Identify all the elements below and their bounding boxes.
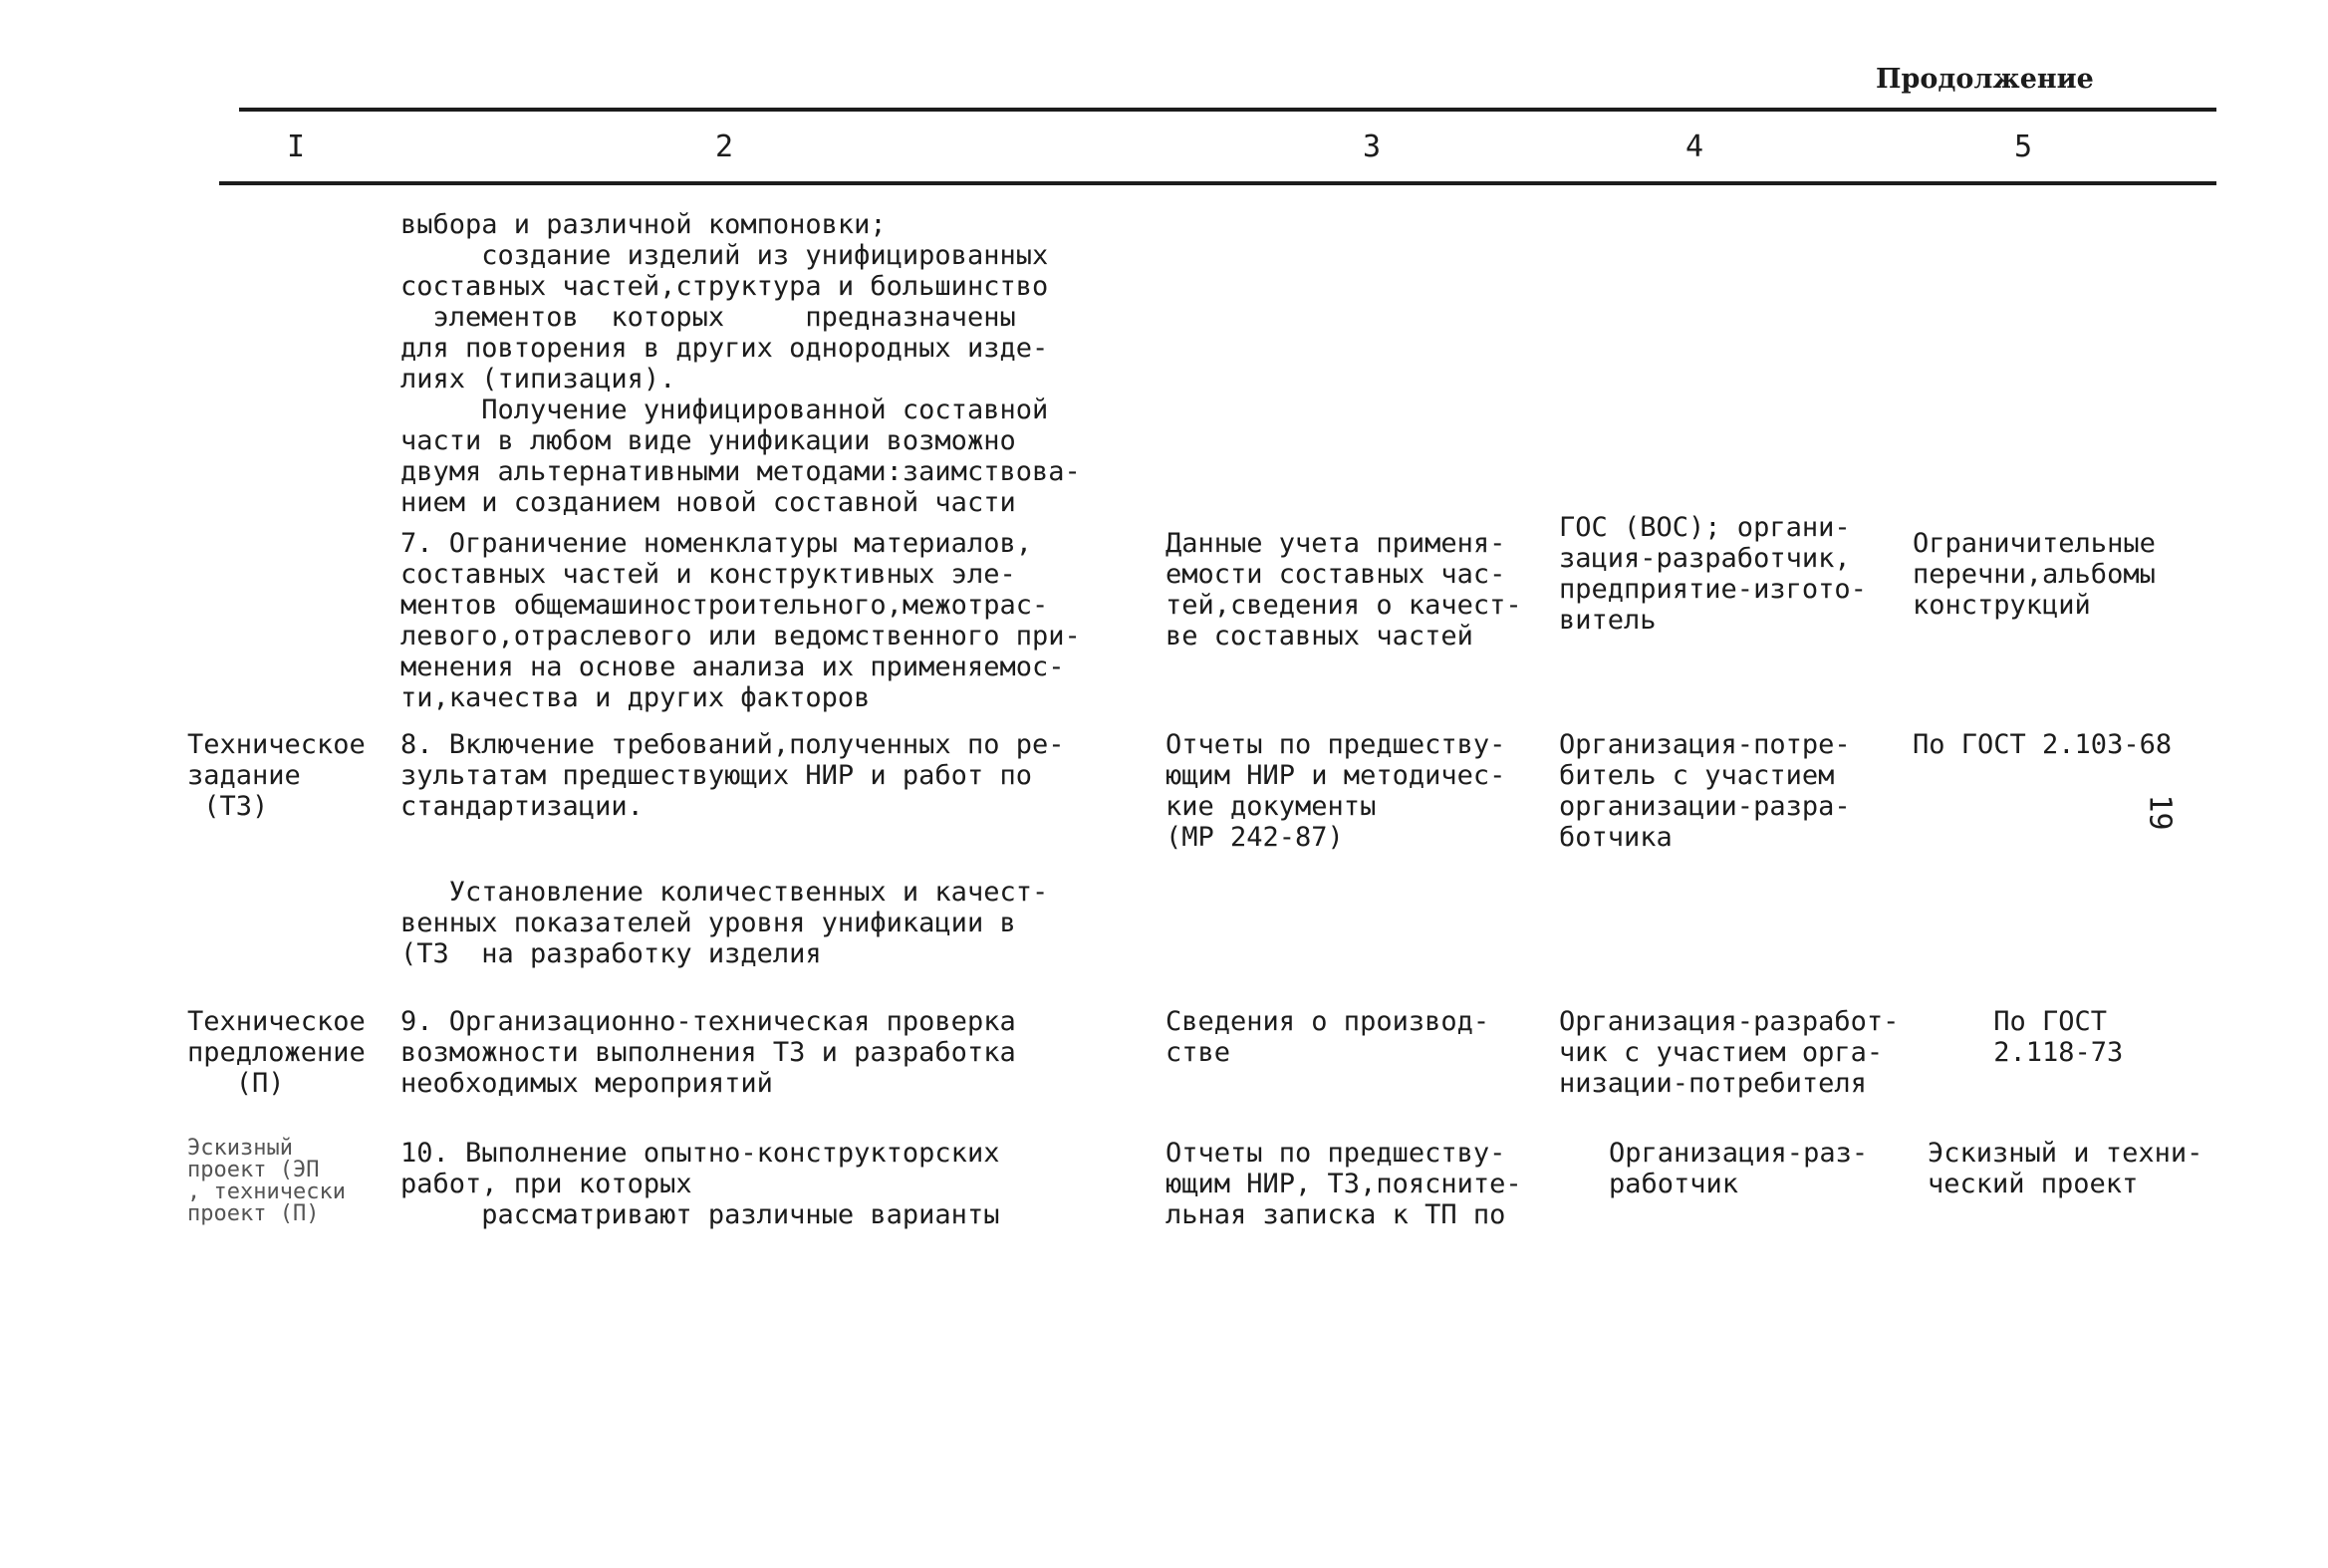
row-5-col-1: Эскизный проект (ЭП , технически проект (П)	[187, 1136, 346, 1226]
row-2-col-3: Отчеты по предшеству- ющим НИР и методичес- кие документы (МР 242-87)	[1165, 729, 1506, 853]
row-4-col-2: 9. Организационно-техническая проверка возможности выполнения ТЗ и разработка необходимых мероприятий	[400, 1006, 1016, 1099]
row-2-col-4: Организация-потре- битель с участием организации-разра- ботчика	[1559, 729, 1851, 853]
row-4-col-1: Техническое предложение (П)	[187, 1006, 366, 1099]
column-number-2: 2	[715, 130, 734, 164]
column-number-5: 5	[2014, 130, 2033, 164]
row-1-col-4: ГОС (ВОС); органи- зация-разработчик, предприятие-изгото- витель	[1559, 512, 1867, 636]
row-4-col-4: Организация-разработ- чик с участием орга- низации-потребителя	[1559, 1006, 1900, 1099]
column-number-1: I	[287, 130, 306, 164]
row-1-col-5: Ограничительные перечни,альбомы конструкций	[1913, 528, 2156, 621]
row-4-col-3: Сведения о производ- стве	[1165, 1006, 1490, 1068]
row-5-col-2: 10. Выполнение опытно-конструкторских работ, при которых рассматривают различные варианты	[400, 1138, 1000, 1230]
row-2-col-5: По ГОСТ 2.103-68	[1913, 729, 2173, 760]
row-5-col-5: Эскизный и техни- ческий проект	[1928, 1138, 2203, 1199]
row-4-col-5: По ГОСТ 2.118-73	[1993, 1006, 2124, 1068]
row-5-col-4: Организация-раз- работчик	[1609, 1138, 1869, 1199]
row-3-col-2: Установление количественных и качест- венных показателей уровня унификации в (ТЗ на разработку изделия	[400, 877, 1049, 969]
column-number-4: 4	[1685, 130, 1704, 164]
row-1-col-3: Данные учета применя- емости составных час- тей,сведения о качест- ве составных частей	[1165, 528, 1522, 652]
row-0-col-2: выбора и различной компоновки; создание изделий из унифицированных составных частей,структура и большинство элементов которых предназначены для повторения в других однородных изде- лиях (типизация). Получение унифицированной составной части в любом виде унификации возможно двумя альтернативными методами:заимствова- нием и созданием новой составной части	[400, 209, 1081, 518]
row-5-col-3: Отчеты по предшеству- ющим НИР, ТЗ,поясните- льная записка к ТП по	[1165, 1138, 1522, 1230]
header-bottom-rule	[219, 181, 2216, 185]
header-top-rule	[239, 108, 2216, 112]
row-2-col-2: 8. Включение требований,полученных по ре- зультатам предшествующих НИР и работ по стандартизации.	[400, 729, 1065, 822]
row-1-col-2: 7. Ограничение номенклатуры материалов, составных частей и конструктивных эле- ментов общемашиностроительного,межотрас- левого,отраслевого или ведомственного при- менения на основе анализа их применяемос- ти,качества и других факторов	[400, 528, 1081, 713]
row-2-col-1: Техническое задание (ТЗ)	[187, 729, 366, 822]
column-number-3: 3	[1363, 130, 1382, 164]
page-number: 19	[2142, 794, 2178, 831]
continuation-label: Продолжение	[1876, 64, 2094, 95]
